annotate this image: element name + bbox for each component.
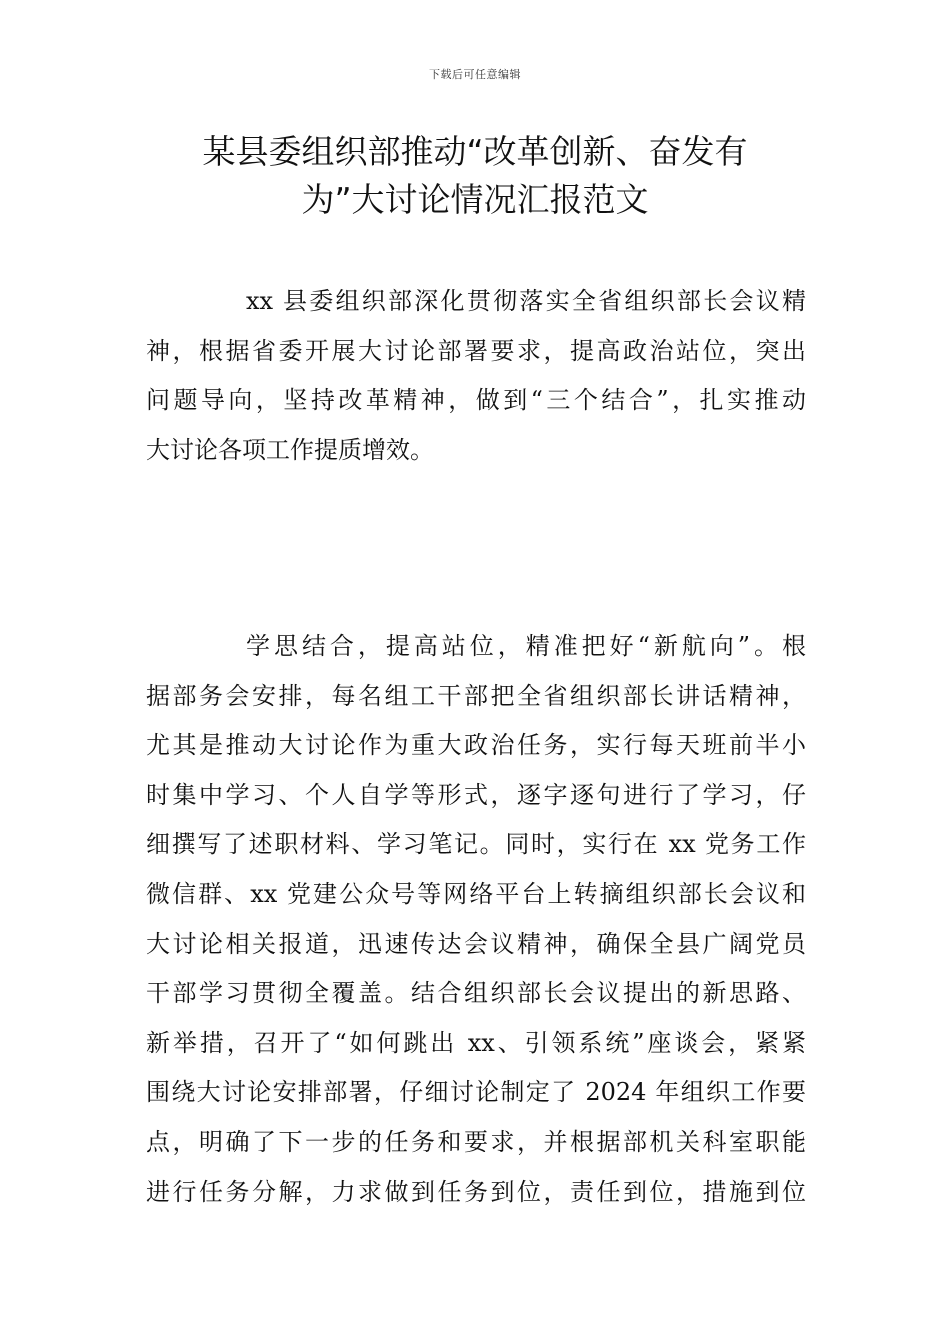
paragraph-line: 微信群、xx 党建公众号等网络平台上转摘组织部长会议和 [146, 879, 806, 908]
paragraph-line: 大讨论各项工作提质增效。 [146, 435, 434, 464]
paragraph-line: 干部学习贯彻全覆盖。结合组织部长会议提出的新思路、 [146, 979, 806, 1008]
document-title [150, 128, 800, 224]
paragraph-line: xx 县委组织部深化贯彻落实全省组织部长会议精 [246, 287, 806, 315]
paragraph-line: 新举措，召开了“如何跳出 xx、引领系统”座谈会，紧紧 [146, 1028, 806, 1057]
paragraph-line: 据部务会安排，每名组工干部把全省组织部长讲话精神， [146, 681, 806, 710]
paragraph-line: 细撰写了述职材料、学习笔记。同时，实行在 xx 党务工作 [146, 830, 806, 859]
header-note: 下载后可任意编辑 [429, 68, 521, 81]
paragraph-study [146, 622, 806, 1217]
paragraph-line: 大讨论相关报道，迅速传达会议精神，确保全县广阔党员 [146, 929, 806, 958]
paragraph-line: 神，根据省委开展大讨论部署要求，提高政治站位，突出 [146, 336, 806, 365]
paragraph-line: 进行任务分解，力求做到任务到位，责任到位，措施到位 [146, 1177, 806, 1206]
paragraph-line: 学思结合，提高站位，精准把好“新航向”。根 [246, 632, 806, 660]
paragraph-line: 问题导向，坚持改革精神，做到“三个结合”，扎实推动 [146, 386, 806, 415]
title-line-2: 为”大讨论情况汇报范文 [301, 180, 649, 219]
paragraph-intro [146, 277, 806, 475]
paragraph-line: 点，明确了下一步的任务和要求，并根据部机关科室职能 [146, 1127, 806, 1156]
paragraph-line: 时集中学习、个人自学等形式，逐字逐句进行了学习，仔 [146, 780, 806, 809]
paragraph-line: 围绕大讨论安排部署，仔细讨论制定了 2024 年组织工作要 [146, 1078, 806, 1107]
paragraph-line: 尤其是推动大讨论作为重大政治任务，实行每天班前半小 [146, 731, 806, 760]
title-line-1: 某县委组织部推动“改革创新、奋发有 [202, 132, 748, 171]
